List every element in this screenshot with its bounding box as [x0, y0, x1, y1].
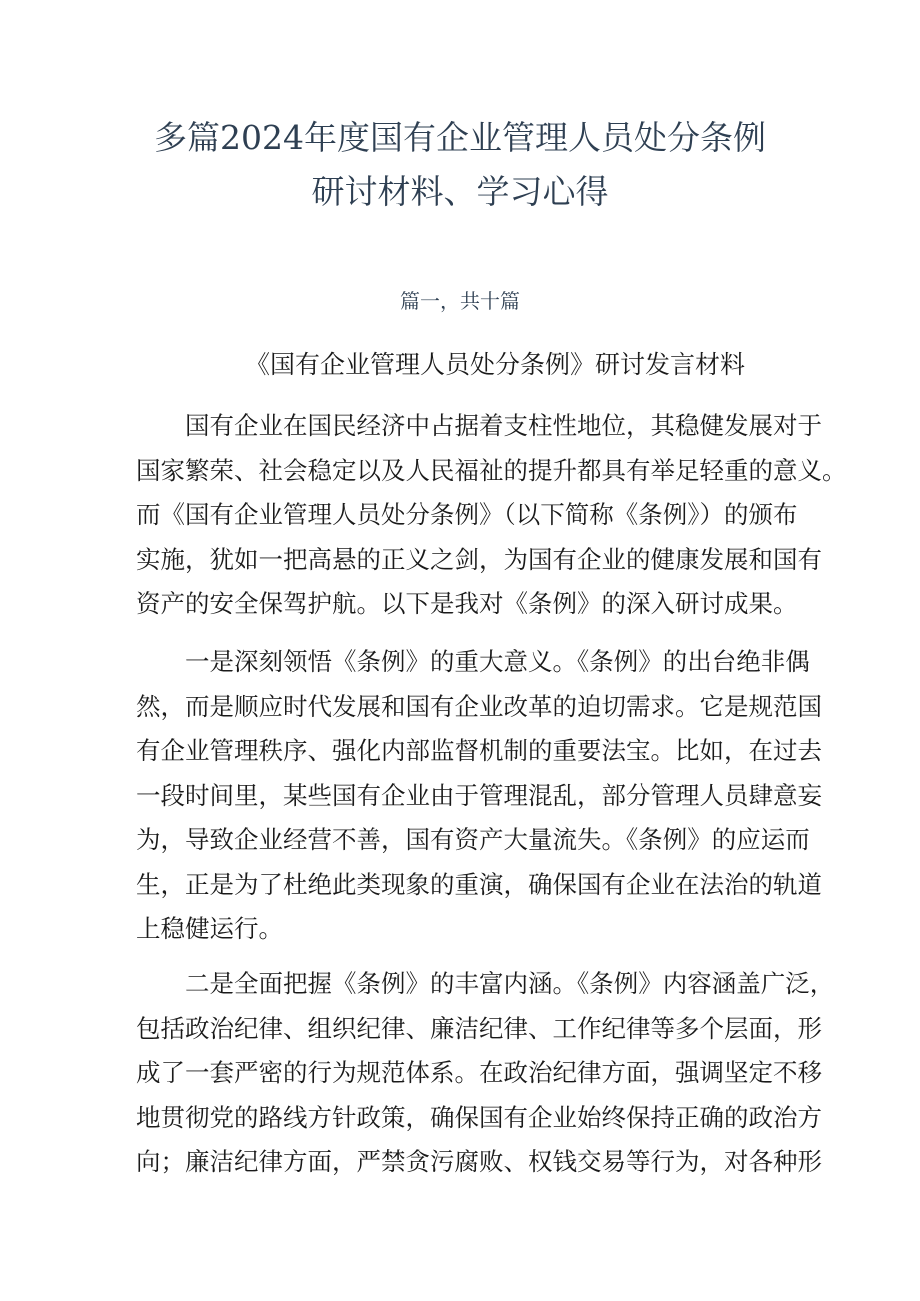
paragraph-line: 国有企业在国民经济中占据着支柱性地位，其稳健发展对于	[185, 411, 822, 440]
paragraph-line: 向；廉洁纪律方面，严禁贪污腐败、权钱交易等行为，对各种形	[136, 1147, 822, 1176]
paragraph-3	[136, 962, 835, 1185]
paragraph-2	[136, 640, 822, 952]
article-subtitle: 《国有企业管理人员处分条例》研讨发言材料	[245, 350, 746, 379]
paragraph-line: 资产的安全保驾护航。以下是我对《条例》的深入研讨成果。	[136, 589, 798, 618]
paragraph-1	[136, 404, 847, 627]
paragraph-line: 为，导致企业经营不善，国有资产大量流失。《条例》的应运而	[136, 825, 810, 854]
paragraph-line: 一段时间里，某些国有企业由于管理混乱，部分管理人员肆意妄	[136, 780, 822, 810]
paragraph-line: 地贯彻党的路线方针政策，确保国有企业始终保持正确的政治方	[136, 1102, 822, 1132]
section-label: 篇一，共十篇	[400, 289, 520, 313]
paragraph-line: 有企业管理秩序、强化内部监督机制的重要法宝。比如，在过去	[136, 736, 822, 765]
paragraph-line: 包括政治纪律、组织纪律、廉洁纪律、工作纪律等多个层面，形	[136, 1013, 822, 1043]
paragraph-line: 一是深刻领悟《条例》的重大意义。《条例》的出台绝非偶	[185, 647, 810, 676]
paragraph-line: 二是全面把握《条例》的丰富内涵。《条例》内容涵盖广泛，	[185, 969, 835, 998]
paragraph-line: 成了一套严密的行为规范体系。在政治纪律方面，强调坚定不移	[136, 1058, 822, 1087]
paragraph-line: 而《国有企业管理人员处分条例》（以下简称《条例》）的颁布	[136, 500, 798, 529]
paragraph-line: 实施，犹如一把高悬的正义之剑，为国有企业的健康发展和国有	[136, 544, 822, 574]
paragraph-line: 国家繁荣、社会稳定以及人民福祉的提升都具有举足轻重的意义。	[136, 455, 847, 485]
document-title-line-1: 多篇2024年度国有企业管理人员处分条例	[154, 118, 766, 157]
paragraph-line: 上稳健运行。	[136, 914, 283, 943]
document-title-line-2: 研讨材料、学习心得	[311, 172, 609, 211]
paragraph-line: 然，而是顺应时代发展和国有企业改革的迫切需求。它是规范国	[136, 691, 822, 721]
paragraph-line: 生，正是为了杜绝此类现象的重演，确保国有企业在法治的轨道	[136, 869, 822, 899]
